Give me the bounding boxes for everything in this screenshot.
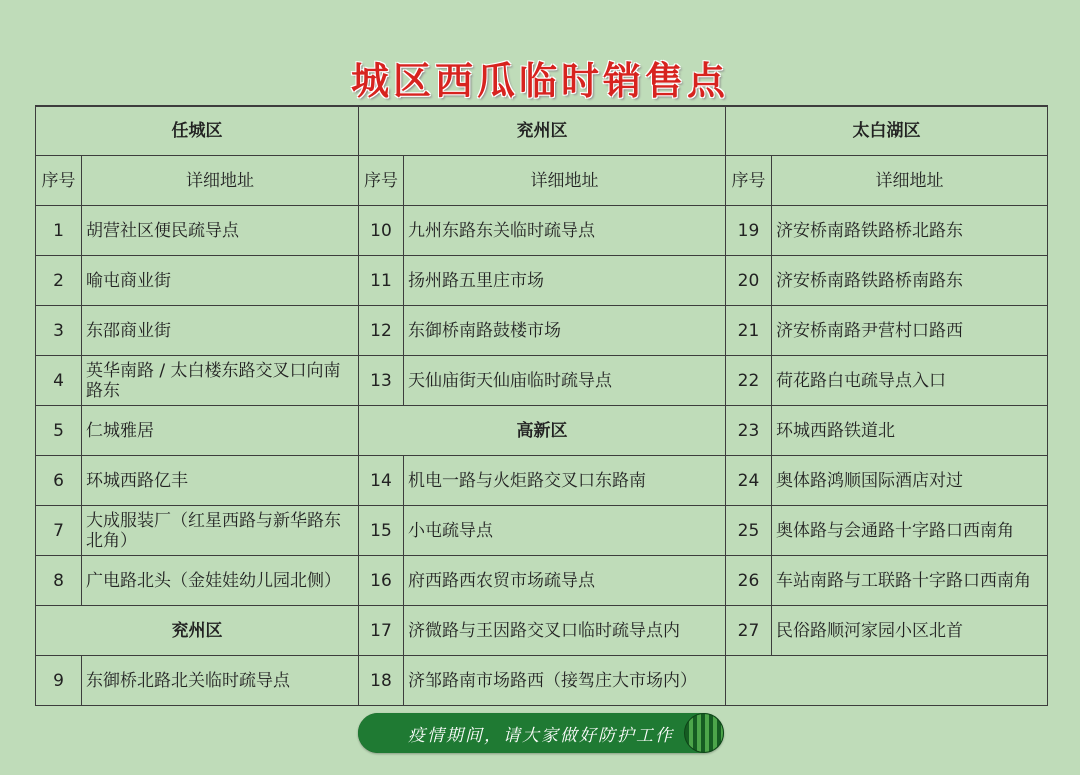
row-address: 东御桥北路北关临时疏导点	[86, 670, 290, 691]
row-number: 9	[53, 670, 64, 691]
epidemic-notice-banner	[358, 713, 724, 753]
row-address: 环城西路亿丰	[86, 470, 188, 491]
row-number: 7	[53, 520, 64, 541]
column-header-number: 序号	[41, 170, 76, 191]
row-address: 机电一路与火炬路交叉口东路南	[408, 470, 646, 491]
row-address: 奥体路鸿顺国际酒店对过	[776, 470, 963, 491]
row-address: 济安桥南路铁路桥南路东	[776, 270, 963, 291]
district-header-rencheng: 任城区	[171, 120, 223, 141]
district-header-taibaihu: 太白湖区	[852, 120, 921, 141]
district-header-gaoxin: 高新区	[516, 420, 568, 441]
row-address: 奥体路与会通路十字路口西南角	[776, 520, 1014, 541]
row-address: 喻屯商业街	[86, 270, 171, 291]
row-number: 24	[737, 470, 760, 491]
row-number: 22	[737, 370, 760, 391]
row-number: 3	[53, 320, 64, 341]
banner-text: 疫情期间，请大家做好防护工作	[408, 725, 674, 746]
row-number: 26	[737, 570, 760, 591]
row-address: 胡营社区便民疏导点	[86, 220, 239, 241]
row-number: 15	[370, 520, 392, 541]
row-address: 济微路与王因路交叉口临时疏导点内	[408, 620, 680, 641]
row-address: 天仙庙街天仙庙临时疏导点	[408, 370, 612, 391]
row-address: 环城西路铁道北	[776, 420, 895, 441]
table-gridline	[725, 655, 1047, 656]
column-header-number: 序号	[731, 170, 766, 191]
column-header-address: 详细地址	[875, 170, 944, 191]
row-number: 27	[737, 620, 760, 641]
row-address: 九州东路东关临时疏导点	[408, 220, 595, 241]
row-address: 扬州路五里庄市场	[408, 270, 544, 291]
row-number: 8	[53, 570, 64, 591]
row-number: 2	[53, 270, 64, 291]
row-address: 小屯疏导点	[408, 520, 493, 541]
row-address: 大成服装厂（红星西路与新华路东北角）	[86, 510, 341, 551]
row-number: 20	[737, 270, 760, 291]
table-gridline	[1047, 105, 1048, 706]
row-number: 5	[53, 420, 64, 441]
row-address: 英华南路 / 太白楼东路交叉口向南路东	[86, 360, 341, 401]
row-address: 东御桥南路鼓楼市场	[408, 320, 561, 341]
row-address: 民俗路顺河家园小区北首	[776, 620, 963, 641]
row-address: 济安桥南路铁路桥北路东	[776, 220, 963, 241]
row-number: 23	[737, 420, 760, 441]
row-number: 11	[370, 270, 392, 291]
district-header-yanzhou: 兖州区	[516, 120, 568, 141]
row-number: 13	[370, 370, 392, 391]
row-address: 车站南路与工联路十字路口西南角	[776, 570, 1031, 591]
row-number: 10	[370, 220, 392, 241]
row-address: 府西路西农贸市场疏导点	[408, 570, 595, 591]
column-header-address: 详细地址	[186, 170, 254, 191]
table-gridline	[35, 705, 1047, 706]
row-address: 荷花路白屯疏导点入口	[776, 370, 946, 391]
row-number: 6	[53, 470, 64, 491]
row-number: 19	[737, 220, 760, 241]
row-address: 东邵商业街	[86, 320, 171, 341]
page-title: 城区西瓜临时销售点	[350, 59, 729, 103]
row-number: 14	[370, 470, 392, 491]
watermelon-icon	[684, 713, 724, 753]
column-header-number: 序号	[364, 170, 398, 191]
row-number: 16	[370, 570, 392, 591]
row-number: 25	[737, 520, 760, 541]
row-address: 济邹路南市场路西（接驾庄大市场内）	[408, 670, 697, 691]
row-address: 仁城雅居	[86, 420, 154, 441]
district-header-yanzhou-2: 兖州区	[171, 620, 223, 641]
row-number: 1	[53, 220, 64, 241]
row-number: 4	[53, 370, 64, 391]
row-number: 21	[737, 320, 760, 341]
column-header-address: 详细地址	[530, 170, 599, 191]
row-number: 12	[370, 320, 392, 341]
row-address: 广电路北头（金娃娃幼儿园北侧）	[86, 570, 341, 591]
row-address: 济安桥南路尹营村口路西	[776, 320, 963, 341]
row-number: 18	[370, 670, 392, 691]
row-number: 17	[370, 620, 392, 641]
